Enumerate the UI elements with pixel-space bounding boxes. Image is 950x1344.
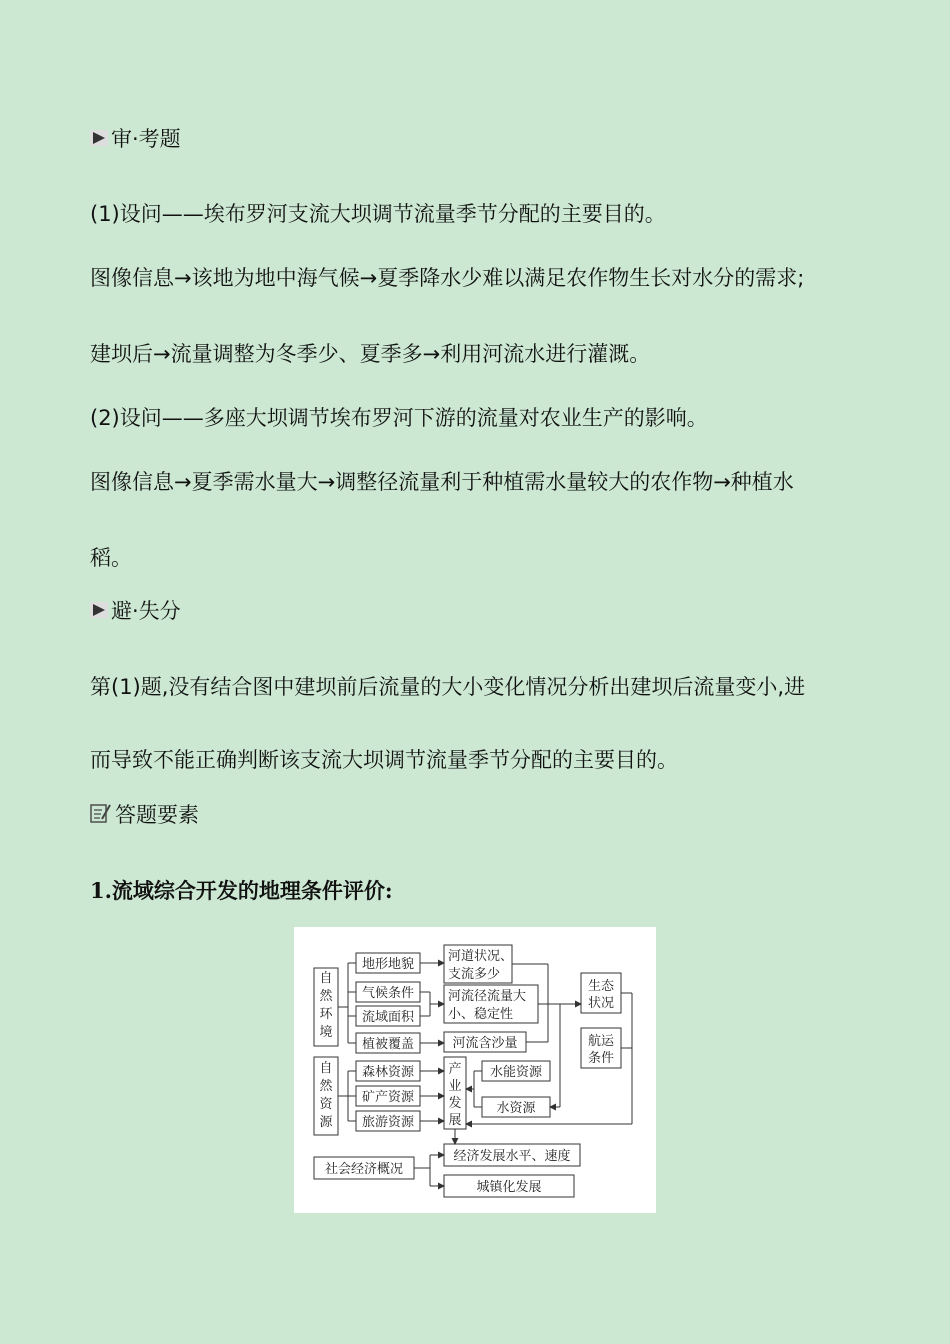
diagram-label: 然 (319, 989, 333, 1004)
triangle-bullet-icon (90, 129, 108, 147)
diagram-label: 地形地貌 (361, 957, 415, 972)
review-heading (90, 125, 181, 153)
triangle-bullet-icon (90, 601, 108, 619)
diagram-label: 河流含沙量 (452, 1036, 518, 1051)
q2-info-line: 稻。 (90, 546, 132, 570)
avoid-title: 避·失分 (111, 599, 181, 623)
pencil-note-icon (90, 802, 112, 824)
q1-question: (1)设问——埃布罗河支流大坝调节流量季节分配的主要目的。 (90, 202, 666, 226)
answer-heading (90, 801, 199, 829)
q2-info-line: 图像信息→夏季需水量大→调整径流量利于种植需水量较大的农作物→种植水 (90, 470, 794, 494)
diagram-label: 境 (319, 1025, 333, 1040)
diagram-label: 产 (448, 1062, 462, 1077)
diagram-label: 水资源 (496, 1101, 536, 1116)
flow-diagram (294, 927, 656, 1213)
diagram-label: 经济发展水平、速度 (453, 1149, 571, 1164)
diagram-label: 然 (319, 1079, 333, 1094)
q2-question: (2)设问——多座大坝调节埃布罗河下游的流量对农业生产的影响。 (90, 406, 708, 430)
diagram-label: 展 (448, 1113, 462, 1128)
diagram-label: 水能资源 (489, 1065, 543, 1080)
diagram-label: 状况 (587, 996, 615, 1011)
diagram-label: 自 (319, 1061, 333, 1076)
diagram-label: 城镇化发展 (476, 1180, 542, 1195)
diagram-label: 植被覆盖 (361, 1037, 415, 1052)
diagram-label: 河流径流量大 (448, 989, 527, 1004)
avoid-text-line: 而导致不能正确判断该支流大坝调节流量季节分配的主要目的。 (90, 748, 678, 772)
q1-info-line: 图像信息→该地为地中海气候→夏季降水少难以满足农作物生长对水分的需求; (90, 266, 805, 290)
diagram-label: 森林资源 (361, 1065, 415, 1080)
diagram-label: 环 (319, 1007, 333, 1022)
diagram-label: 气候条件 (361, 986, 415, 1001)
avoid-heading (90, 597, 181, 625)
diagram-label: 航运 (587, 1034, 615, 1049)
diagram-label: 源 (319, 1115, 333, 1130)
avoid-text-line: 第(1)题,没有结合图中建坝前后流量的大小变化情况分析出建坝后流量变小,进 (90, 675, 806, 699)
q1-info-line: 建坝后→流量调整为冬季少、夏季多→利用河流水进行灌溉。 (90, 342, 651, 366)
diagram-label: 资 (319, 1097, 333, 1112)
diagram-label: 小、稳定性 (448, 1007, 514, 1022)
diagram-label: 矿产资源 (361, 1090, 415, 1105)
diagram-label: 生态 (587, 979, 615, 994)
diagram-label: 社会经济概况 (324, 1162, 404, 1177)
diagram-label: 发 (448, 1096, 462, 1111)
diagram-label: 旅游资源 (361, 1115, 415, 1130)
point1-title: 1.流域综合开发的地理条件评价: (90, 878, 393, 903)
diagram-label: 支流多少 (448, 967, 501, 982)
review-title: 审·考题 (111, 127, 181, 151)
diagram-label: 条件 (587, 1051, 615, 1066)
diagram-label: 河道状况、 (448, 949, 514, 964)
diagram-label: 自 (319, 971, 333, 986)
diagram-label: 业 (448, 1079, 462, 1094)
diagram-label: 流域面积 (361, 1010, 415, 1025)
answer-title: 答题要素 (115, 803, 199, 827)
